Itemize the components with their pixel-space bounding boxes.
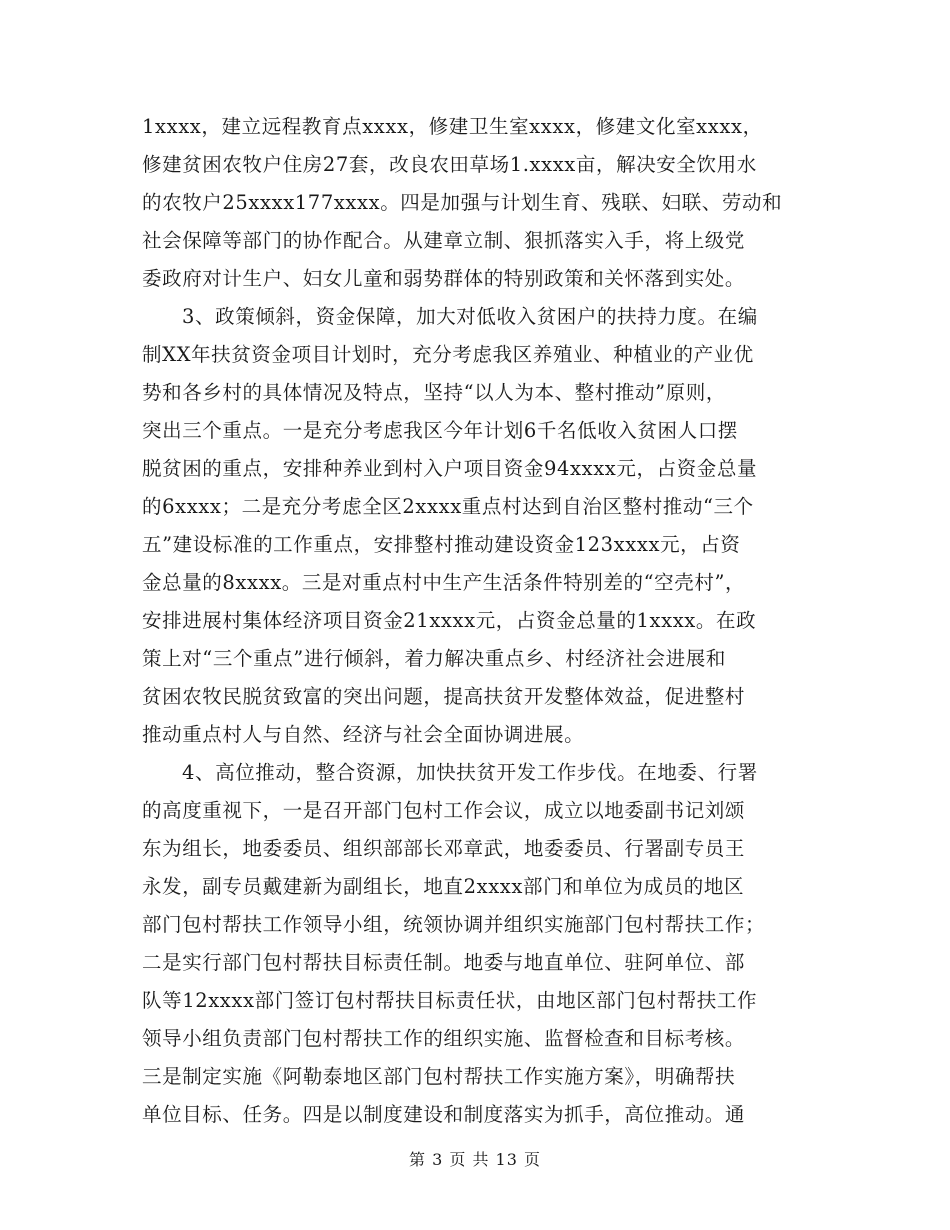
text-line: 的6xxxx；二是充分考虑全区2xxxx重点村达到自治区整村推动“三个 — [142, 495, 754, 518]
text-line: 势和各乡村的具体情况及特点，坚持“以人为本、整村推动”原则， — [142, 381, 726, 404]
page-number-footer: 第 3 页 共 13 页 — [409, 1150, 541, 1169]
text-line: 东为组长，地委委员、组织部部长邓章武，地委委员、行署副专员王 — [142, 837, 746, 860]
document-body — [142, 108, 810, 1134]
text-line: 金总量的8xxxx。三是对重点村中生产生活条件特别差的“空壳村”， — [142, 571, 746, 594]
text-line: 部门包村帮扶工作领导小组，统领协调并组织实施部门包村帮扶工作； — [142, 913, 766, 936]
text-line: 二是实行部门包村帮扶目标责任制。地委与地直单位、驻阿单位、部 — [142, 951, 746, 974]
text-line: 永发，副专员戴建新为副组长，地直2xxxx部门和单位为成员的地区 — [142, 875, 745, 898]
text-line: 五”建设标准的工作重点，安排整村推动建设资金123xxxx元，占资 — [142, 533, 741, 556]
text-line: 的高度重视下，一是召开部门包村工作会议，成立以地委副书记刘颂 — [142, 799, 746, 822]
text-line: 策上对“三个重点”进行倾斜，着力解决重点乡、村经济社会进展和 — [142, 647, 726, 670]
text-line: 的农牧户25xxxx177xxxx。四是加强与计划生育、残联、妇联、劳动和 — [142, 191, 783, 214]
text-line: 委政府对计生户、妇女儿童和弱势群体的特别政策和关怀落到实处。 — [142, 267, 746, 290]
text-line: 突出三个重点。一是充分考虑我区今年计划6千名低收入贫困人口摆 — [142, 419, 738, 442]
text-line: 安排进展村集体经济项目资金21xxxx元，占资金总量的1xxxx。在政 — [142, 609, 757, 632]
text-line: 队等12xxxx部门签订包村帮扶目标责任状，由地区部门包村帮扶工作 — [142, 989, 758, 1012]
paragraph-start-line: 4、高位推动，整合资源，加快扶贫开发工作步伐。在地委、行署 — [182, 761, 758, 784]
text-line: 单位目标、任务。四是以制度建设和制度落实为抓手，高位推动。通 — [142, 1103, 746, 1126]
text-line: 修建贫困农牧户住房27套，改良农田草场1.xxxx亩，解决安全饮用水 — [142, 153, 757, 176]
text-line: 1xxxx，建立远程教育点xxxx，修建卫生室xxxx，修建文化室xxxx， — [142, 115, 763, 138]
text-line: 领导小组负责部门包村帮扶工作的组织实施、监督检查和目标考核。 — [142, 1027, 746, 1050]
text-line: 贫困农牧民脱贫致富的突出问题，提高扶贫开发整体效益，促进整村 — [142, 685, 746, 708]
text-line: 推动重点村人与自然、经济与社会全面协调进展。 — [142, 723, 585, 746]
text-line: 制XX年扶贫资金项目计划时，充分考虑我区养殖业、种植业的产业优 — [142, 343, 754, 366]
paragraph-start-line: 3、政策倾斜，资金保障，加大对低收入贫困户的扶持力度。在编 — [182, 305, 758, 328]
text-line: 三是制定实施《阿勒泰地区部门包村帮扶工作实施方案》，明确帮扶 — [142, 1065, 736, 1088]
text-line: 社会保障等部门的协作配合。从建章立制、狠抓落实入手，将上级党 — [142, 229, 746, 252]
text-line: 脱贫困的重点，安排种养业到村入户项目资金94xxxx元，占资金总量 — [142, 457, 758, 480]
